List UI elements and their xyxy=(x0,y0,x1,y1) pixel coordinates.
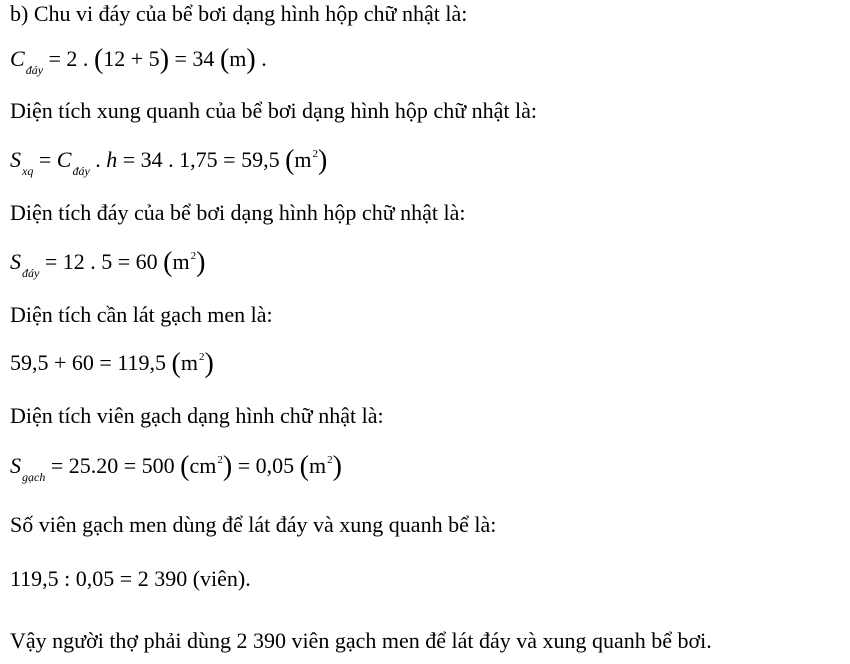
paren-close: ) xyxy=(159,44,170,75)
eq2-dot: . xyxy=(89,147,107,172)
equation-tile-area xyxy=(10,350,214,380)
equation-brick-area xyxy=(10,453,342,483)
heading-tile-area: Diện tích cần lát gạch men là: xyxy=(10,302,273,327)
superscript-2: 2 xyxy=(190,250,197,262)
heading-brick-count: Số viên gạch men dùng để lát đáy và xung quanh bể là: xyxy=(10,512,497,537)
eq1-rhs-a: = 2 . xyxy=(43,46,94,71)
heading-lateral-area: Diện tích xung quanh của bể bơi dạng hình hộp chữ nhật là: xyxy=(10,98,537,123)
eq2-eq: = xyxy=(33,147,57,172)
symbol-h: h xyxy=(106,147,118,172)
eq1-unit: m xyxy=(229,46,247,71)
symbol-c: C xyxy=(56,147,72,172)
heading-brick-area: Diện tích viên gạch dạng hình chữ nhật là: xyxy=(10,403,384,428)
superscript-2: 2 xyxy=(217,454,223,466)
eq2-rhs: = 34 . 1,75 = 59,5 xyxy=(117,147,286,172)
paren-open: ( xyxy=(299,451,309,482)
eq4-lhs: 59,5 + 60 = 119,5 xyxy=(10,350,172,375)
heading-perimeter: b) Chu vi đáy của bể bơi dạng hình hộp chữ nhật là: xyxy=(10,1,468,26)
eq5-rhs-a: = 25.20 = 500 xyxy=(45,453,181,478)
eq1-tail: . xyxy=(255,46,267,71)
paren-close: ) xyxy=(222,451,233,482)
eq5-rhs-b: = 0,05 xyxy=(232,453,300,478)
equation-brick-count: 119,5 : 0,05 = 2 390 (viên). xyxy=(10,566,251,591)
paren-open: ( xyxy=(171,348,181,379)
eq2-unit: m xyxy=(294,147,312,172)
subscript-gach: gạch xyxy=(22,470,46,484)
paren-close: ) xyxy=(332,451,342,482)
eq3-rhs: = 12 . 5 = 60 xyxy=(39,249,164,274)
superscript-2: 2 xyxy=(198,351,205,363)
superscript-2: 2 xyxy=(327,454,333,466)
equation-base-area xyxy=(10,249,205,279)
eq1-rhs-b: = 34 xyxy=(169,46,220,71)
paren-open: ( xyxy=(163,247,173,278)
paren-close: ) xyxy=(318,145,328,176)
subscript-xq: xq xyxy=(22,164,34,178)
subscript-day: đáy xyxy=(72,164,90,178)
paren-close: ) xyxy=(204,348,214,379)
equation-lateral-area xyxy=(10,147,327,177)
equation-perimeter xyxy=(10,46,267,75)
symbol-c: C xyxy=(10,46,25,71)
conclusion: Vậy người thợ phải dùng 2 390 viên gạch men để lát đáy và xung quanh bể bơi. xyxy=(10,628,712,653)
paren-close: ) xyxy=(196,247,206,278)
eq3-unit: m xyxy=(172,249,190,274)
eq4-unit: m xyxy=(180,350,198,375)
paren-open: ( xyxy=(180,451,190,482)
eq1-inner: 12 + 5 xyxy=(103,46,160,71)
paren-close: ) xyxy=(246,44,256,75)
eq5-unit1: cm xyxy=(189,453,217,478)
symbol-s: S xyxy=(10,453,21,478)
symbol-s: S xyxy=(10,249,21,274)
paren-open: ( xyxy=(285,145,295,176)
paren-open: ( xyxy=(219,44,230,75)
superscript-2: 2 xyxy=(312,148,319,160)
heading-base-area: Diện tích đáy của bể bơi dạng hình hộp chữ nhật là: xyxy=(10,200,466,225)
eq5-unit2: m xyxy=(308,453,327,478)
subscript-day: đáy xyxy=(25,63,44,77)
symbol-s: S xyxy=(10,147,21,172)
paren-open: ( xyxy=(93,44,104,75)
subscript-day: đáy xyxy=(22,266,40,280)
